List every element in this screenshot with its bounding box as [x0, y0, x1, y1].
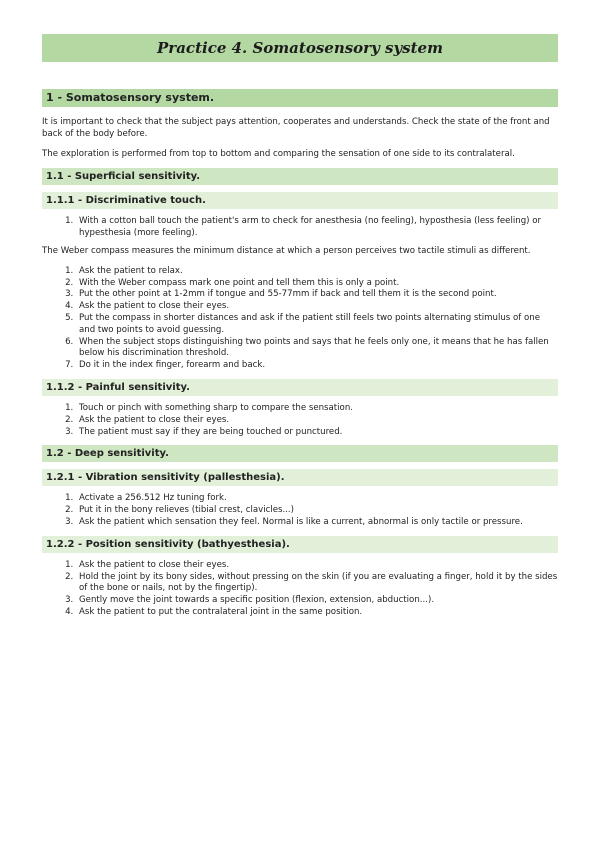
intro-paragraph-2: The exploration is performed from top to bottom and comparing the sensation of one side to its contralateral.	[42, 148, 515, 159]
discriminative-touch-list	[42, 216, 558, 240]
section-heading-1-2-1: 1.2.1 - Vibration sensitivity (pallesthesia).	[42, 469, 558, 486]
list-item: 4. Ask the patient to put the contralateral joint in the same position.	[76, 607, 558, 619]
list-item: 5. Put the compass in shorter distances and ask if the patient still feels two points alternating stimulus of one and two points to avoid guessing.	[76, 313, 558, 337]
section-heading-1-2: 1.2 - Deep sensitivity.	[42, 445, 558, 462]
position-sensitivity-list	[42, 560, 558, 619]
painful-sensitivity-list	[42, 403, 558, 438]
list-item: 6. When the subject stops distinguishing two points and says that he feels only one, it means that he has fallen below his discrimination threshold.	[76, 337, 558, 361]
weber-paragraph: The Weber compass measures the minimum distance at which a person perceives two tactile stimuli as different.	[42, 245, 531, 256]
list-item: 3. The patient must say if they are being touched or punctured.	[76, 427, 558, 439]
list-item: 1. Ask the patient to relax.	[76, 266, 558, 278]
list-item: 1. Ask the patient to close their eyes.	[76, 560, 558, 572]
list-item: 1. With a cotton ball touch the patient's arm to check for anesthesia (no feeling), hyposthesia (less feeling) or hypesthesia (more feeling).	[76, 216, 558, 240]
list-item: 3. Ask the patient which sensation they feel. Normal is like a current, abnormal is only tactile or pressure.	[76, 517, 558, 529]
page-title: Practice 4. Somatosensory system	[157, 39, 443, 57]
list-item: 2. Put it in the bony relieves (tibial crest, clavicles...)	[76, 505, 558, 517]
vibration-sensitivity-list	[42, 493, 558, 528]
section-heading-1-1: 1.1 - Superficial sensitivity.	[42, 168, 558, 185]
list-item: 3. Gently move the joint towards a specific position (flexion, extension, abduction...).	[76, 595, 558, 607]
list-item: 2. With the Weber compass mark one point and tell them this is only a point.	[76, 278, 558, 290]
list-item: 4. Ask the patient to close their eyes.	[76, 301, 558, 313]
list-item: 1. Activate a 256.512 Hz tuning fork.	[76, 493, 558, 505]
list-item: 2. Hold the joint by its bony sides, without pressing on the skin (if you are evaluating a finger, hold it by the sides of the bone or nails, not by the fingertip).	[76, 572, 558, 596]
section-heading-1: 1 - Somatosensory system.	[42, 89, 558, 107]
list-item: 7. Do it in the index finger, forearm and back.	[76, 360, 558, 372]
list-item: 2. Ask the patient to close their eyes.	[76, 415, 558, 427]
section-heading-1-2-2: 1.2.2 - Position sensitivity (bathyesthesia).	[42, 536, 558, 553]
weber-steps-list	[42, 266, 558, 372]
list-item: 3. Put the other point at 1-2mm if tongue and 55-77mm if back and tell them it is the second point.	[76, 289, 558, 301]
section-heading-1-1-1: 1.1.1 - Discriminative touch.	[42, 192, 558, 209]
document-body	[42, 89, 558, 625]
section-heading-1-1-2: 1.1.2 - Painful sensitivity.	[42, 379, 558, 396]
intro-paragraph-1: It is important to check that the subject pays attention, cooperates and understands. Check the state of the front and back of the body before.	[42, 117, 550, 139]
list-item: 1. Touch or pinch with something sharp to compare the sensation.	[76, 403, 558, 415]
title-banner	[42, 34, 558, 62]
